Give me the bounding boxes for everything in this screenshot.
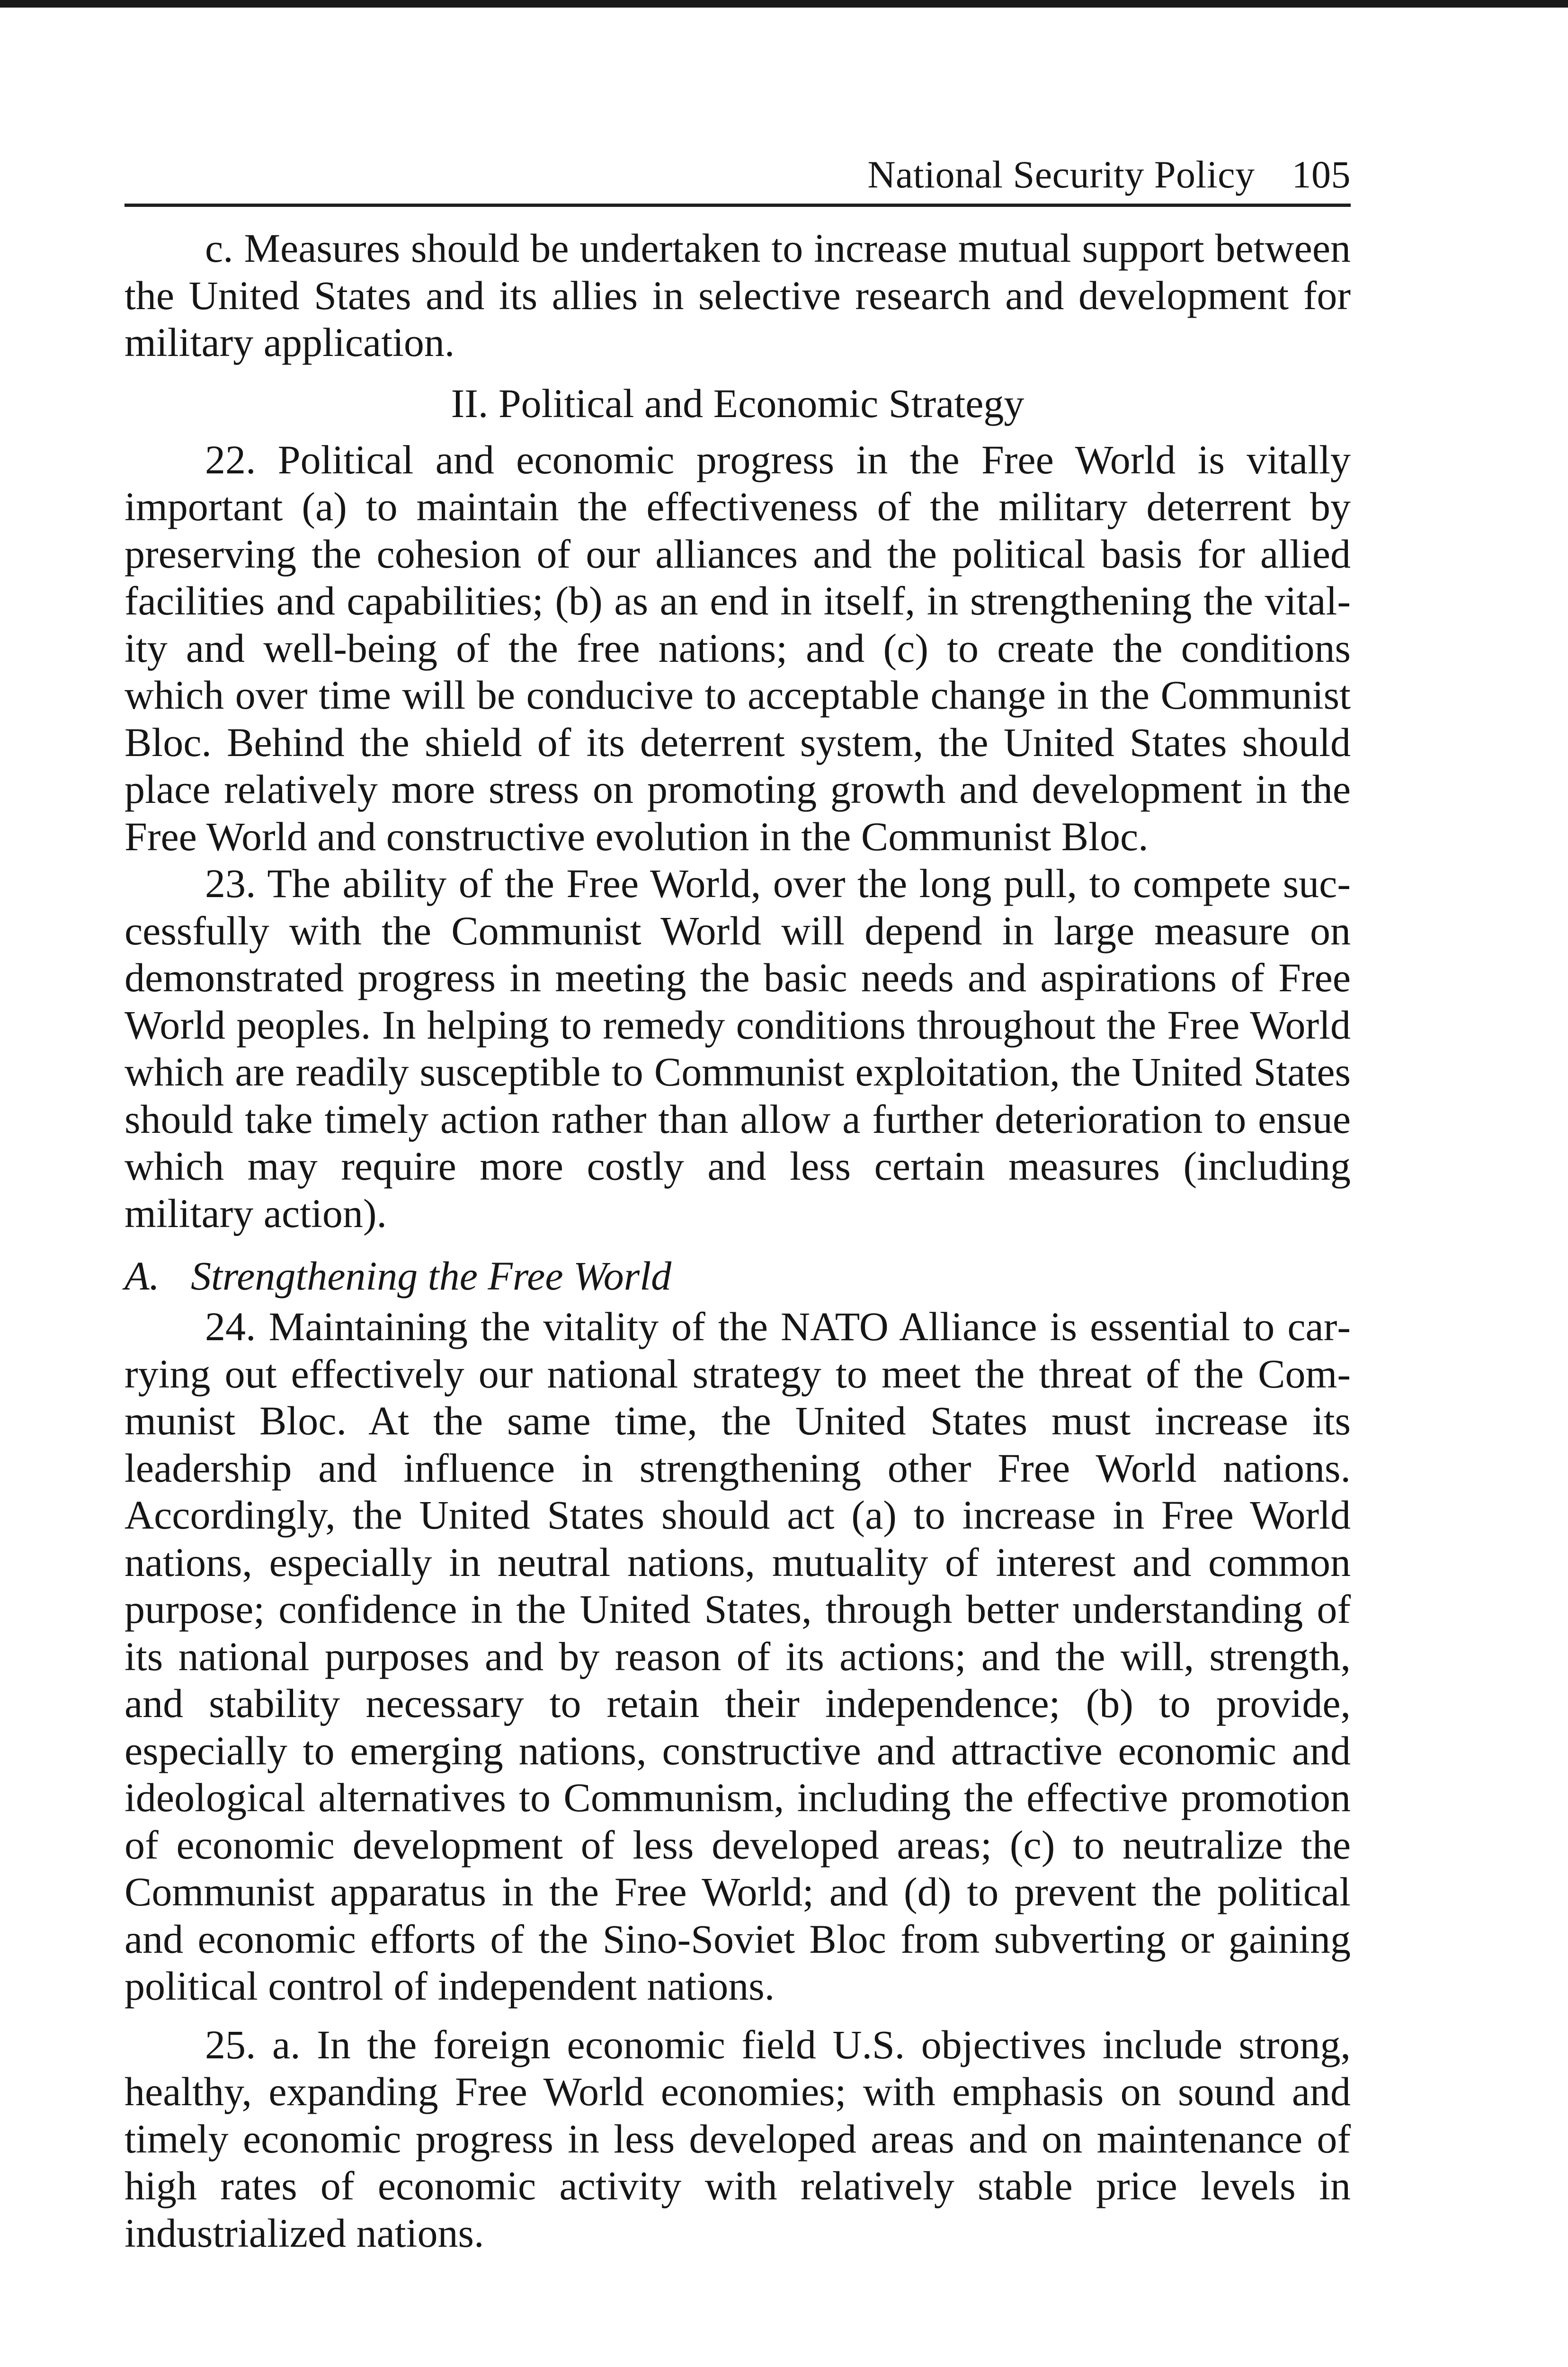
book-page — [125, 147, 1351, 2257]
paragraph-22: 22. Political and economic progress in the Free World is vitally important (a) to maintain the effectiveness of the military deterrent by preserving the cohesion of our alliances and the political basis for allied facilities and capabilities; (b) as an end in itself, in strengthening the vitality and well-being of the free nations; and (c) to create the conditions which over time will be conducive to acceptable change in the Communist Bloc. Behind the shield of its deterrent system, the United States should place relatively more stress on promoting growth and development in the Free World and constructive evolution in the Communist Bloc. — [125, 436, 1351, 859]
paragraph-23: 23. The ability of the Free World, over the long pull, to compete successfully with the Communist World will depend in large measure on demonstrated progress in meeting the basic needs and aspirations of Free World peoples. In helping to remedy conditions throughout the Free World which are readily susceptible to Communist exploitation, the United States should take timely action rather than allow a further deterioration to ensue which may require more costly and less certain measures (including military action). — [125, 861, 1351, 1236]
paragraph-25a: 25. a. In the foreign economic field U.S. objectives include strong, healthy, expanding Free World economies; with emphasis on sound and timely economic progress in less developed areas and on maintenance of high rates of economic activity with relatively stable price levels in industrialized nations. — [125, 2021, 1351, 2256]
paragraph-21c: c. Measures should be undertaken to increase mutual support between the United States and its allies in selective research and development for military application. — [125, 225, 1351, 365]
page-number: 105 — [1292, 153, 1351, 196]
body-text — [125, 225, 1351, 2257]
running-header — [125, 147, 1351, 203]
header-rule — [125, 204, 1351, 207]
subsection-title: Strengthening the Free World — [191, 1253, 672, 1299]
subsection-letter: A. — [125, 1253, 160, 1299]
paragraph-24: 24. Maintaining the vitality of the NATO Alliance is essential to carrying out effectively our national strategy to meet the threat of the Communist Bloc. At the same time, the United States must increase its leadership and influence in strengthening other Free World nations. Accordingly, the United States should act (a) to increase in Free World nations, especially in neutral nations, mutuality of interest and common purpose; confidence in the United States, through better understanding of its national purposes and by reason of its actions; and the will, strength, and stability necessary to retain their independence; (b) to provide, especially to emerging nations, constructive and attractive economic and ideological alternatives to Communism, including the effective promotion of economic development of less developed areas; (c) to neutralize the Communist apparatus in the Free World; and (d) to prevent the political and economic efforts of the Sino-Soviet Bloc from subverting or gaining political control of independent nations. — [125, 1304, 1351, 2009]
running-header-title: National Security Policy — [867, 153, 1255, 196]
section-heading: II. Political and Economic Strategy — [451, 380, 1025, 426]
subsection-heading — [125, 1251, 1351, 1300]
scan-border — [0, 0, 1568, 8]
